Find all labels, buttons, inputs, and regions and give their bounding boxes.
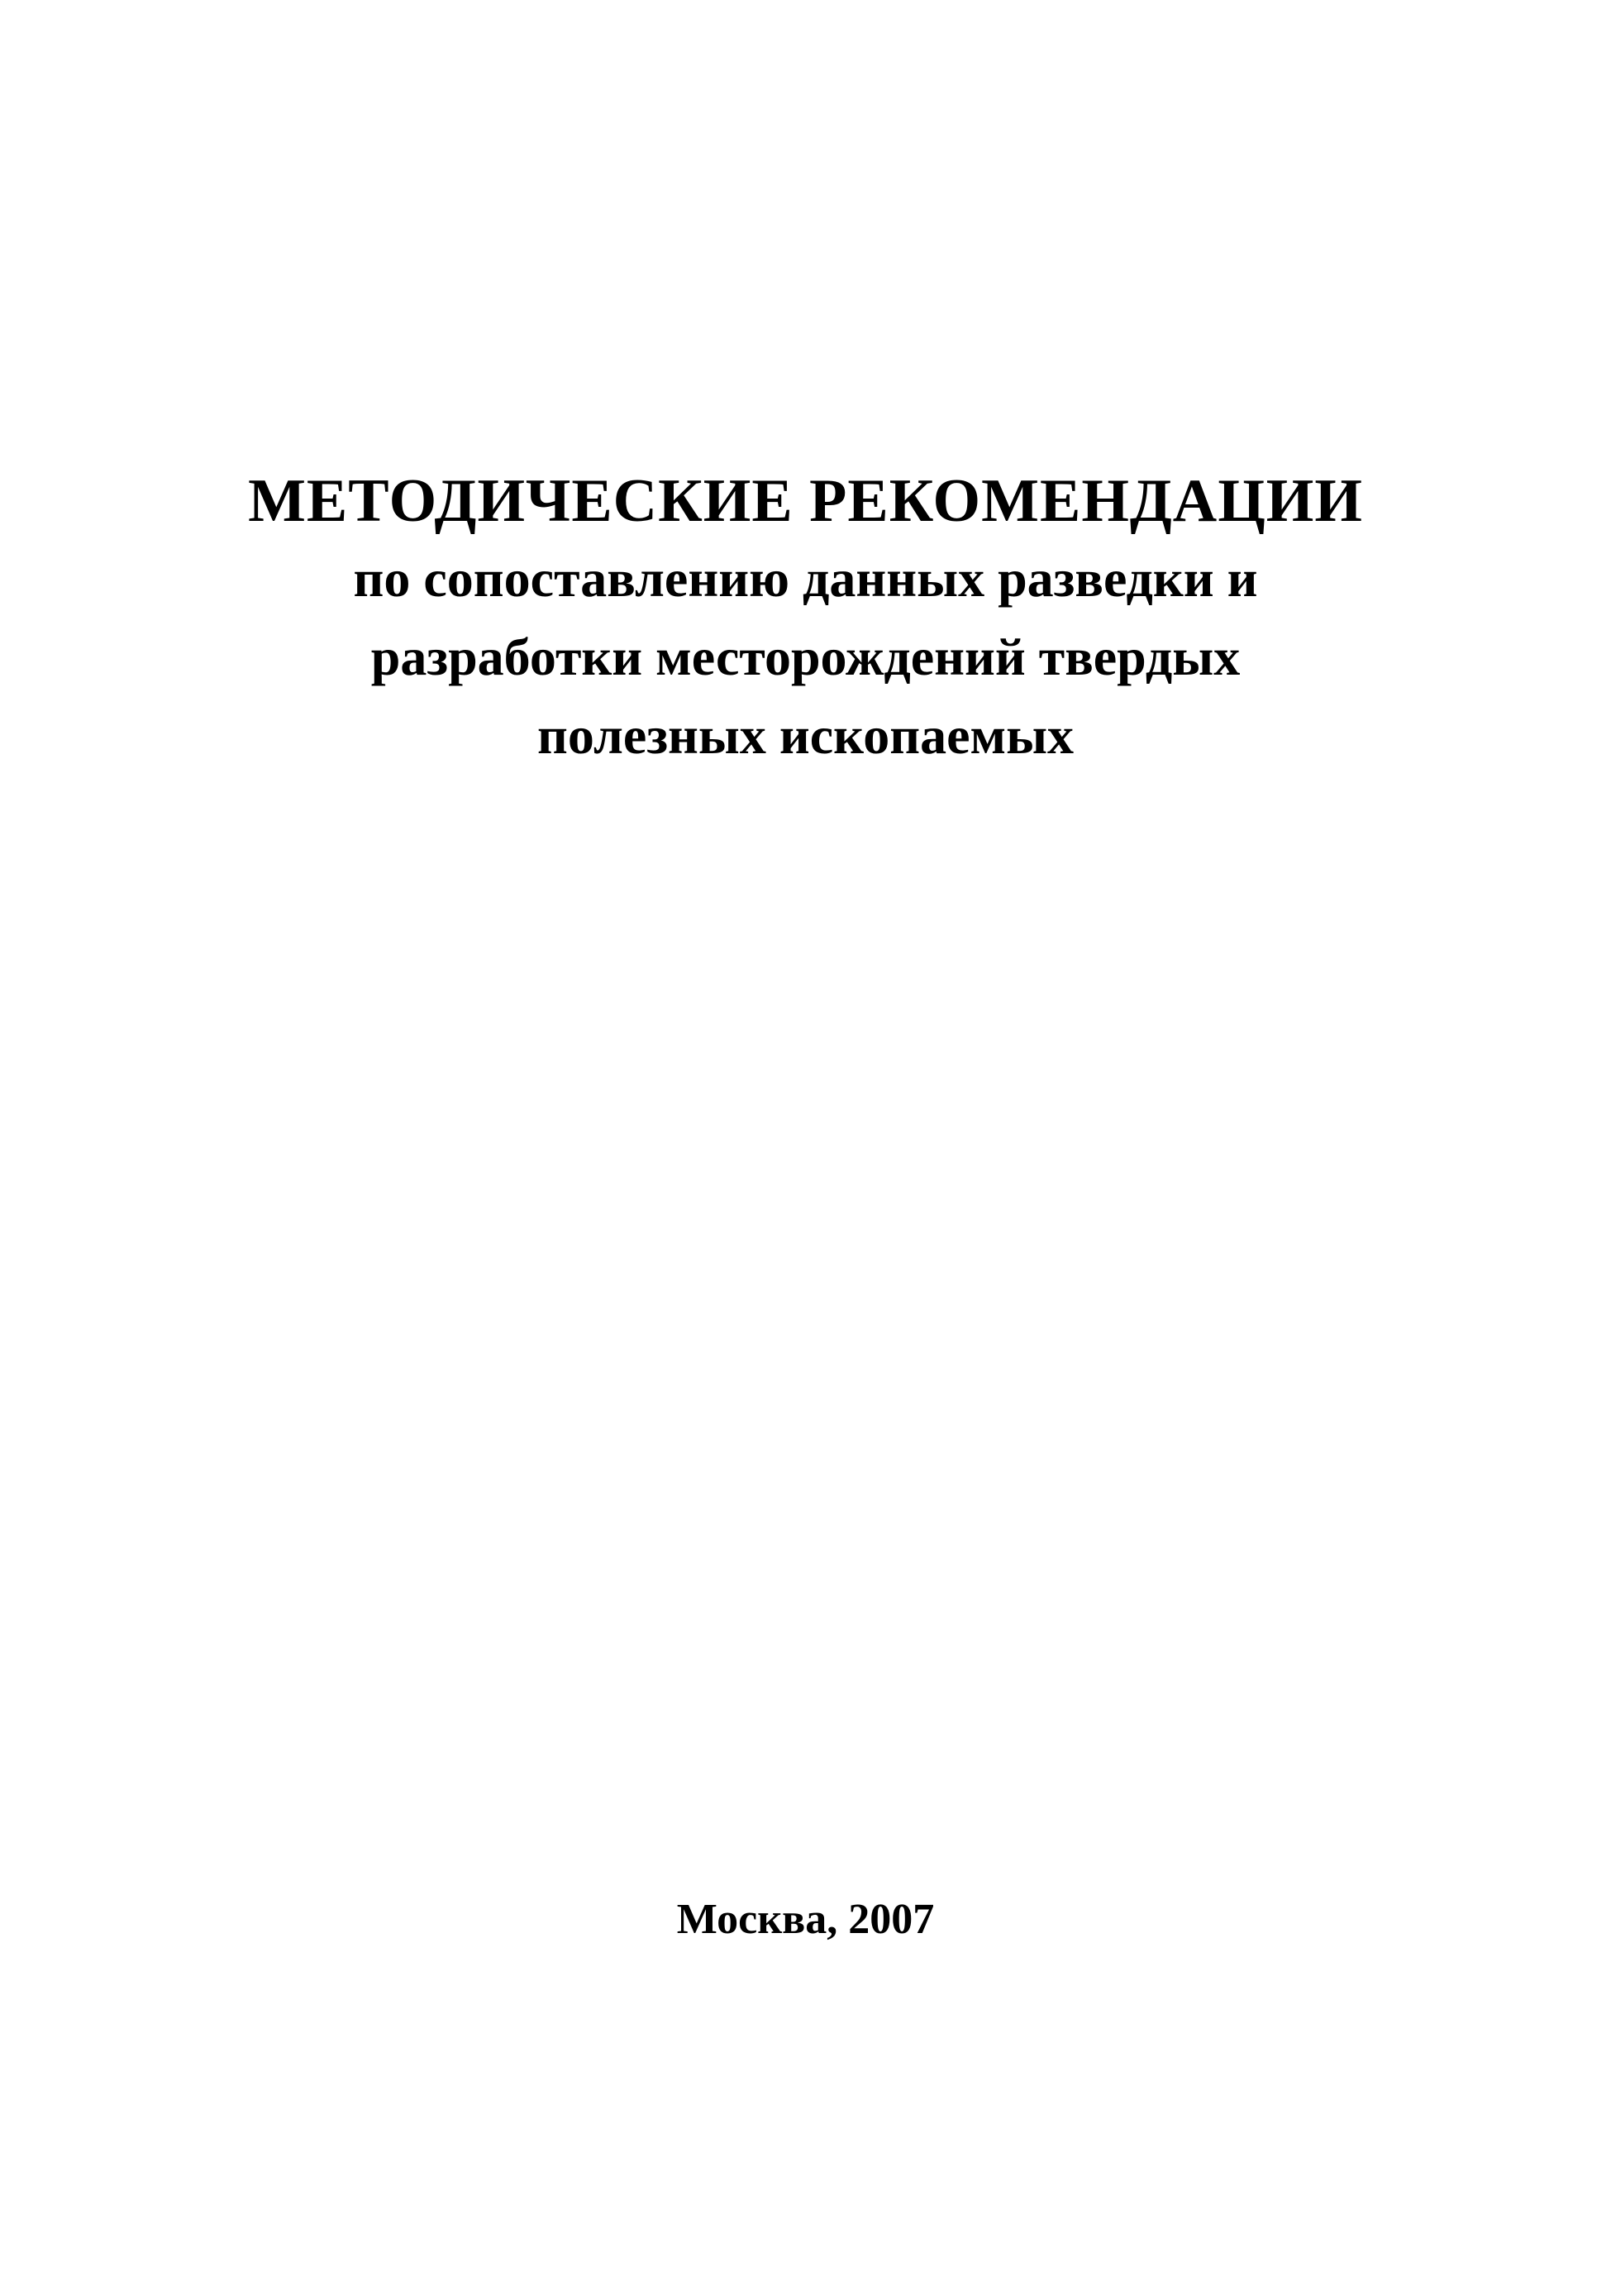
document-subtitle bbox=[0, 539, 1611, 775]
title-block bbox=[0, 463, 1611, 775]
subtitle-line: полезных ископаемых bbox=[536, 706, 1075, 765]
place-year: Москва, 2007 bbox=[676, 1896, 935, 1943]
subtitle-line: по сопоставлению данных разведки и bbox=[353, 549, 1258, 608]
document-title: МЕТОДИЧЕСКИЕ РЕКОМЕНДАЦИИ bbox=[248, 467, 1363, 535]
subtitle-line: разработки месторождений твердых bbox=[370, 628, 1241, 686]
